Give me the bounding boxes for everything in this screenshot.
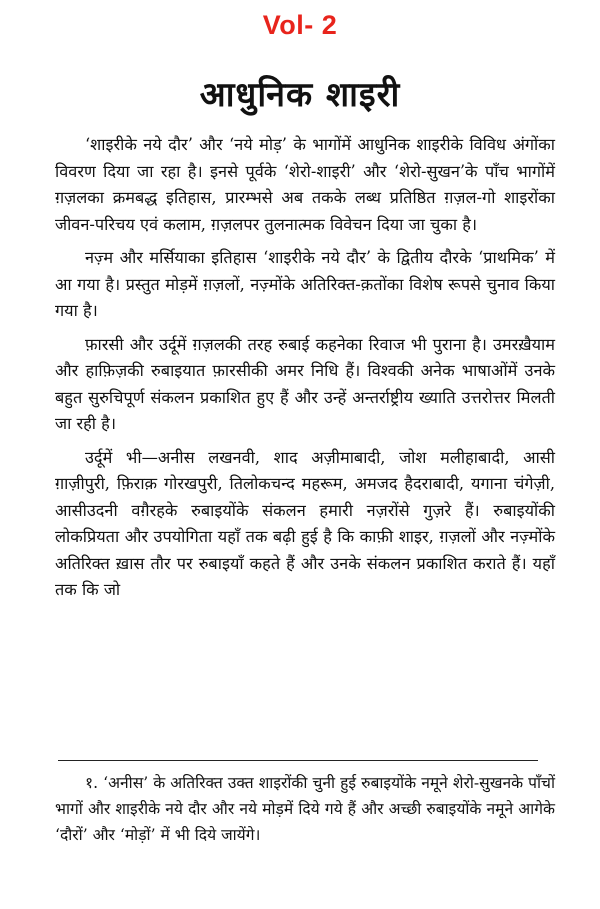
body-text [55,132,555,611]
page-title: आधुनिक शाइरी [199,75,401,115]
paragraph-1: ‘शाइरीके नये दौर’ और ‘नये मोड़’ के भागोंमें आधुनिक शाइरीके विविध अंगोंका विवरण दिया जा रहा है। इनसे पूर्वके ‘शेरो-शाइरी’ और ‘शेरो-सुखन’के पाँच भागोंमें ग़ज़लका क्रमबद्ध इतिहास, प्रारम्भसे अब तकके लब्ध प्रतिष्ठित ग़ज़ल-गो शाइरोंका जीवन-परिचय एवं कलाम, ग़ज़लपर तुलनात्मक विवेचन दिया जा चुका है। [55,135,555,234]
footnote-divider [58,760,538,761]
paragraph-3: फ़ारसी और उर्दूमें ग़ज़लकी तरह रुबाई कहनेका रिवाज भी पुराना है। उमरख़ैयाम और हाफ़िज़की रुबाइयात फ़ारसीकी अमर निधि हैं। विश्वकी अनेक भाषाओंमें उनके बहुत सुरुचिपूर्ण संकलन प्रकाशित हुए हैं और उन्हें अन्तर्राष्ट्रीय ख्याति उत्तरोत्तर मिलती जा रही है। [55,334,555,433]
volume-label: Vol- 2 [262,10,338,40]
paragraph-2: नज़्म और मर्सियाका इतिहास ‘शाइरीके नये दौर’ के द्वितीय दौरके ‘प्राथमिक’ में आ गया है। प्रस्तुत मोड़में ग़ज़लों, नज़्मोंके अतिरिक्त-क़तोंका विशेष रूपसे चुनाव किया गया है। [55,248,555,320]
paragraph-4: उर्दूमें भी—अनीस लखनवी, शाद अज़ीमाबादी, जोश मलीहाबादी, आसी ग़ाज़ीपुरी, फ़िराक़ गोरखपुरी, तिलोकचन्द महरूम, अमजद हैदराबादी, यगाना चंगेज़ी, आसीउदनी वग़ैरहके रुबाइयोंके संकलन हमारी नज़रोंसे गुज़रे हैं। रुबाइयोंकी लोकप्रियता और उपयोगिता यहाँ तक बढ़ी हुई है कि काफ़ी शाइर, ग़ज़लों और नज़्मोंके अतिरिक्त ख़ास तौर पर रुबाइयाँ कहते हैं और उनके संकलन प्रकाशित कराते हैं। यहाँ तक कि जो [55,447,555,599]
footnote: १. ‘अनीस’ के अतिरिक्त उक्त शाइरोंकी चुनी हुई रुबाइयोंके नमूने शेरो-सुखनके पाँचों भागों और शाइरीके नये दौर और नये मोड़में दिये गये हैं और अच्छी रुबाइयोंके नमूने आगेके ‘दौरों’ और ‘मोड़ों’ में भी दिये जायेंगे। [55,774,555,844]
